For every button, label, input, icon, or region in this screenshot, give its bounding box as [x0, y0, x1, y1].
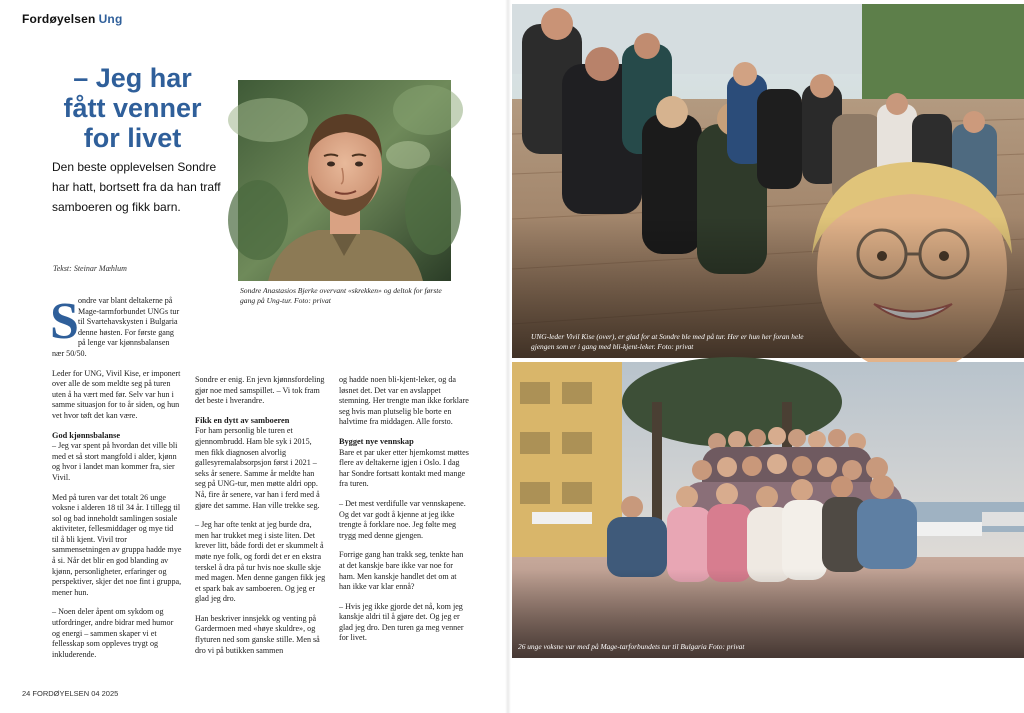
- page-footer: 24 FORDØYELSEN 04 2025: [22, 689, 119, 698]
- article-column-2: [195, 375, 326, 665]
- paragraph: – Jeg var spent på hvordan det ville bli med et så stort mangfold i alder, kjønn og hvor i landet man kommer fra, sier Vivil.: [52, 441, 178, 482]
- portrait-caption: Sondre Anastasios Bjerke overvant «skrekken» og deltok for første gang på Ung-tur. Foto: privat: [240, 286, 442, 305]
- portrait-photo: [238, 80, 451, 281]
- paragraph: For ham personlig ble turen et gjennombrudd. Ham ble syk i 2015, men fikk diagnosen alvorlig gallesyremalabsorpsjon først i 2021 – seks år senere. Samme år meldte han seg på UNG-tur, men møtte aldri opp. Nå, fire år senere, var han i ferd med å gjøre det samme. Han ville trekke seg.: [195, 426, 320, 510]
- magazine-name: Fordøyelsen: [22, 12, 96, 26]
- headline-line-2: fått venner: [63, 93, 202, 123]
- paragraph: Leder for UNG, Vivil Kise, er imponert over alle de som meldte seg på turen uten å ha vært med før. Selv var hun i samme situasjon for to år siden, og hun vet hvor tøft det kan være.: [52, 368, 181, 420]
- section-name: Ung: [98, 12, 123, 26]
- article-headline: [40, 63, 225, 153]
- dropcap-letter: S: [50, 293, 79, 350]
- group-photo: [512, 362, 1024, 658]
- headline-line-3: for livet: [83, 123, 182, 153]
- paragraph: og hadde noen bli-kjent-leker, og da løsnet det. Det var en avslappet stemning. Her trengte man ikke forklare seg hvis man plutselig ble borte en halvtime fra middagen. Alle forsto.: [339, 375, 469, 427]
- article-column-1: [50, 293, 182, 669]
- headline-line-1: – Jeg har: [73, 63, 192, 93]
- byline: Tekst: Steinar Mæhlum: [53, 264, 127, 273]
- page-gutter: [505, 0, 511, 713]
- photo-top-caption: UNG-leder Vivil Kise (over), er glad for at Sondre ble med på tur. Her er hun her foran hele gjengen som er i gang med bli-kjent-leker. Foto: privat: [531, 332, 804, 351]
- article-column-3: [339, 375, 470, 653]
- dropcap-s: [50, 293, 79, 350]
- article-ingress: Den beste opplevelsen Sondre har hatt, bortsett fra da han traff samboeren og fikk barn.: [52, 160, 221, 214]
- paragraph: Sondre er enig. En jevn kjønnsfordeling gjør noe med samspillet. – Vi tok fram det beste i hverandre.: [195, 375, 325, 406]
- group-selfie-photo: [512, 4, 1024, 358]
- paragraph: – Noen deler åpent om sykdom og utfordringer, andre bidrar med humor og energi – sammen skaper vi et fellesskap som oppleves trygt og inkluderende.: [52, 607, 174, 659]
- page-header: [22, 12, 123, 26]
- paragraph: – Det mest verdifulle var vennskapene. Og det var godt å kjenne at jeg ikke trengte å forklare noe. Jeg følte meg trygg med denne gjengen.: [339, 498, 466, 540]
- paragraph: – Hvis jeg ikke gjorde det nå, kom jeg kanskje aldri til å gjøre det. Og jeg er glad jeg dro. Den turen ga meg venner for livet.: [339, 601, 464, 643]
- photo-bottom-caption: 26 unge voksne var med på Mage-tarforbundets tur til Bulgaria Foto: privat: [518, 642, 745, 651]
- paragraph: – Jeg har ofte tenkt at jeg burde dra, men har trukket meg i siste liten. Det krever litt, både fordi det er skummelt å møte nye folk, og fordi det er en ekstra terskel å dra på tur hvis noe skulle skje med magen. Men denne gangen fikk jeg et spark bak av samboeren. Og jeg er glad jeg dro.: [195, 520, 326, 604]
- paragraph: Bare et par uker etter hjemkomst møttes flere av deltakerne igjen i Oslo. I dag har Sondre fortsatt kontakt med mange fra turen.: [339, 447, 469, 489]
- subheading: Bygget nye vennskap: [339, 436, 414, 446]
- paragraph: Med på turen var det totalt 26 unge voksne i alderen 18 til 34 år. I tillegg til sol og bad inneholdt samlingen sosiale aktiviteter, fellesmiddager og mye tid til å bli kjent. Vivil tror sammensetningen av gruppa hadde mye å si. Når det blir en god blanding av kjønn, personligheter, erfaringer og perspektiver, skjer det noe fint i gruppa, mener hun.: [52, 492, 182, 597]
- paragraph: Forrige gang han trakk seg, tenkte han at det kanskje bare ikke var noe for ham. Men kanskje handlet det om at han ikke var klar ennå?: [339, 550, 464, 592]
- subheading: God kjønnsbalanse: [52, 430, 121, 440]
- subheading: Fikk en dytt av samboeren: [195, 415, 290, 425]
- paragraph: Han beskriver innsjekk og venting på Gardermoen med «høye skuldre», og flyturen ned som ganske stille. Men så dro vi på butikken sammen: [195, 613, 320, 655]
- lead-paragraph: ondre var blant deltakerne på Mage-tarmforbundet UNGs tur til Svartehavskysten i Bulgaria denne høsten. For første gang på lenge var kjønnsbalansen nær 50/50.: [52, 296, 180, 358]
